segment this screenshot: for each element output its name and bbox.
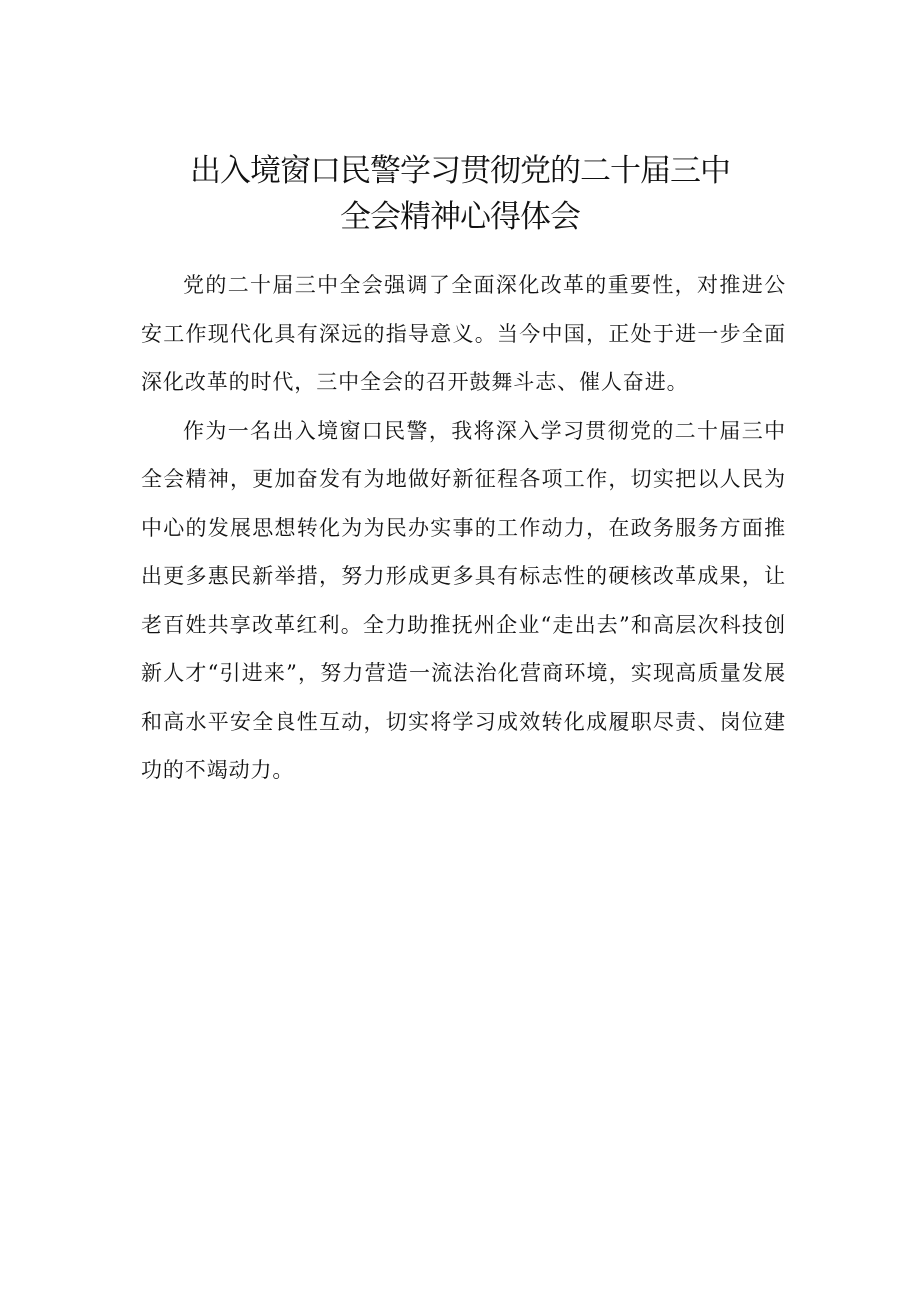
- document-title: [0, 148, 920, 240]
- title-line-2: 全会精神心得体会: [340, 199, 580, 235]
- paragraph-2: 作为一名出入境窗口民警，我将深入学习贯彻党的二十届三中全会精神，更加奋发有为地做好新征程各项工作，切实把以人民为中心的发展思想转化为为民办实事的工作动力，在政务服务方面推出更多惠民新举措，努力形成更多具有标志性的硬核改革成果，让老百姓共享改革红利。全力助推抚州企业“走出去”和高层次科技创新人才“引进来”，努力营造一流法治化营商环境，实现高质量发展和高水平安全良性互动，切实将学习成效转化成履职尽责、岗位建功的不竭动力。: [141, 418, 786, 782]
- paragraph-1: 党的二十届三中全会强调了全面深化改革的重要性，对推进公安工作现代化具有深远的指导意义。当今中国，正处于进一步全面深化改革的时代，三中全会的召开鼓舞斗志、催人奋进。: [141, 273, 786, 394]
- title-line-1: 出入境窗口民警学习贯彻党的二十届三中: [190, 153, 730, 189]
- document-body: [141, 261, 786, 795]
